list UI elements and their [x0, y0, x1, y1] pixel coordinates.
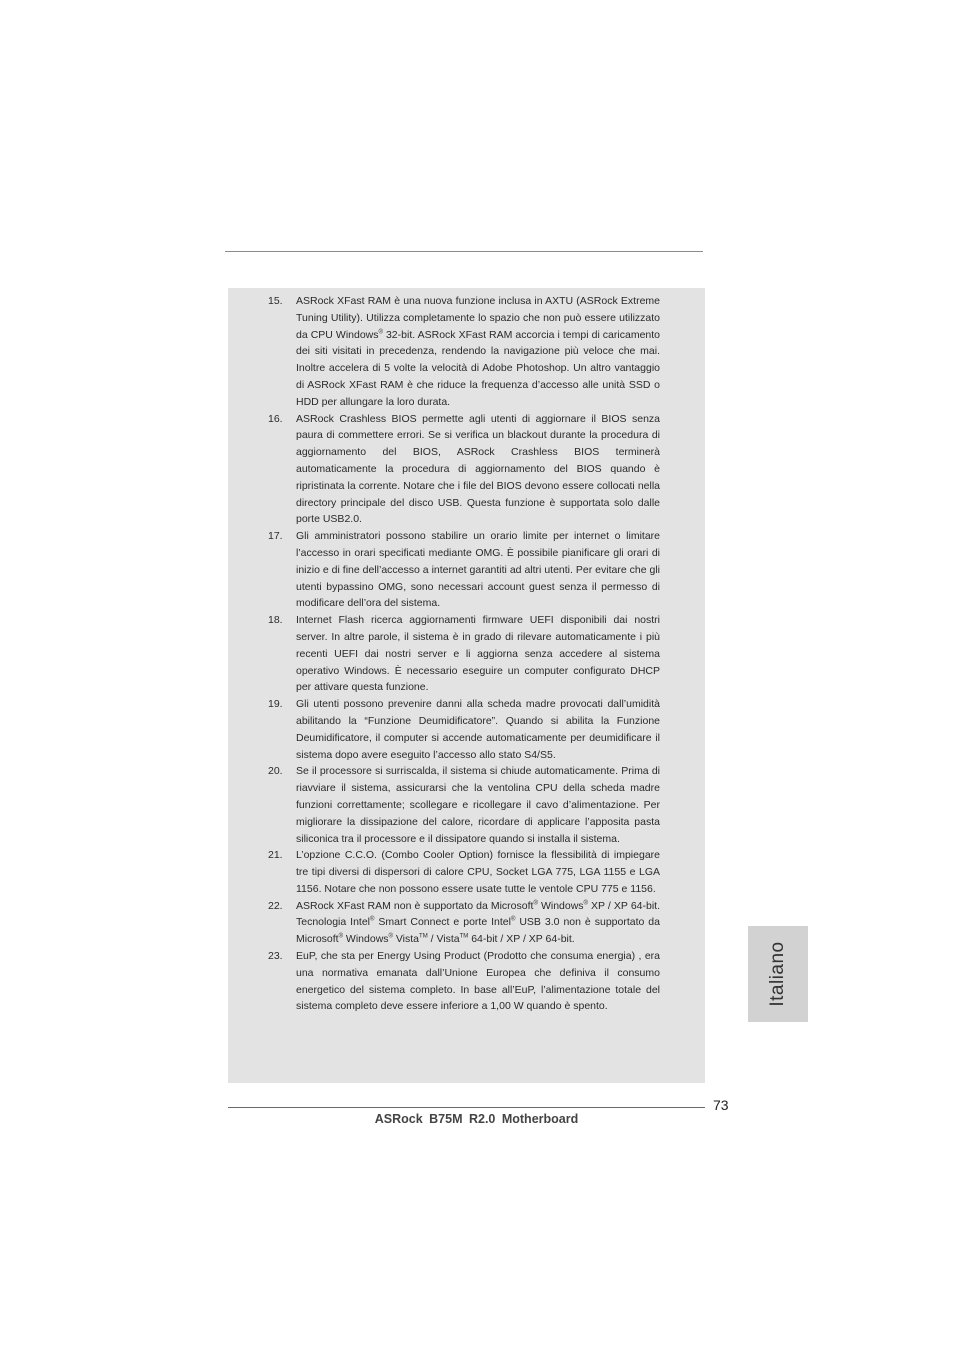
item-number: 18.	[268, 614, 283, 627]
item-number: 15.	[268, 295, 283, 307]
item-text: ASRock XFast RAM non è supportato da Microsoft® Windows® XP / XP 64-bit. Tecnologia Intel® Smart Connect e porte Intel® USB 3.0 non è supportato da Microsoft® Windows® Vista™ / Vista™ 64-bit / XP / XP 64-bit.	[296, 899, 660, 946]
item-text: ASRock XFast RAM è una nuova funzione inclusa in AXTU (ASRock Extreme Tuning Utility). Utilizza completamente lo spazio che non può essere utilizzato da CPU Windows® 32-bit. ASRock XFast RAM accorcia i tempi di caricamento dei siti visitati in precedenza, rendendo la navigazione più veloce che mai. Inoltre accelera di 5 volte la velocità di Adobe Photoshop. Un altro vantaggio di ASRock XFast RAM è che riduce la frequenza d’accesso alle unità SSD o HDD per allungare la loro durata.	[296, 295, 661, 408]
item-text: ASRock Crashless BIOS permette agli utenti di aggiornare il BIOS senza paura di commettere errori. Se si verifica un blackout durante la procedura di aggiornamento del BIOS, ASRock Crashless BIOS terminerà automaticamente la procedura di aggiornamento del BIOS quando è ripristinata la corrente. Notare che i file del BIOS devono essere collocati nella directory principale del disco USB. Questa funzione è supportata solo dalle porte USB2.0.	[296, 412, 660, 526]
list-item	[268, 763, 660, 847]
list-item	[268, 612, 660, 696]
item-text: Internet Flash ricerca aggiornamenti firmware UEFI disponibili dai nostri server. In altre parole, il sistema è in grado di rilevare automaticamente i più recenti UEFI dai nostri server e li aggiorna senza accedere al sistema operativo Windows. È necessario eseguire un computer configurato DHCP per attivare questa funzione.	[296, 614, 660, 694]
item-text: Gli utenti possono prevenire danni alla scheda madre provocati dall’umidità abilitando la “Funzione Deumidificatore”. Quando si abilita la Funzione Deumidificatore, il computer si accende automaticamente per deumidificare il sistema dopo avere eseguito l’accesso allo stato S4/S5.	[296, 698, 660, 761]
item-number: 17.	[268, 530, 283, 543]
item-number: 23.	[268, 950, 283, 963]
item-number: 16.	[268, 412, 283, 425]
language-label: Italiano	[767, 941, 788, 1007]
list-item	[268, 847, 660, 897]
feature-list	[268, 293, 660, 1015]
item-number: 21.	[268, 849, 283, 862]
list-item	[268, 293, 660, 411]
item-number: 20.	[268, 765, 283, 778]
footer-title: ASRock B75M R2.0 Motherboard	[374, 1112, 579, 1126]
page-number: 73	[713, 1097, 729, 1113]
bottom-rule	[228, 1107, 705, 1108]
item-text: Gli amministratori possono stabilire un orario limite per internet o limitare l’accesso in orari specificati mediante OMG. È possibile pianificare gli orari di inizio e di fine dell’accesso a internet garantiti ad altri utenti. Per evitare che gli utenti bypassino OMG, sono necessari account guest senza il permesso di modificare dell’ora del sistema.	[296, 530, 660, 610]
item-number: 19.	[268, 698, 283, 711]
item-text: Se il processore si surriscalda, il sistema si chiude automaticamente. Prima di riavviare il sistema, assicurarsi che la ventolina CPU della scheda madre funzioni correttamente; scollegare e ricollegare il cavo d’alimentazione. Per migliorare la dissipazione del calore, ricordare di applicare l’apposita pasta siliconica tra il processore e il dissipatore quando si installa il sistema.	[296, 765, 660, 845]
item-text: L’opzione C.C.O. (Combo Cooler Option) fornisce la flessibilità di impiegare tre tipi diversi di dispersori di calore CPU, Socket LGA 775, LGA 1155 e LGA 1156. Notare che non possono essere usate tutte le ventole CPU 775 e 1156.	[296, 849, 660, 895]
item-number: 22.	[268, 899, 283, 912]
language-tab	[748, 926, 808, 1022]
list-item	[268, 948, 660, 1015]
item-text: EuP, che sta per Energy Using Product (Prodotto che consuma energia) , era una normativa emanata dall’Unione Europea che definiva il consumo energetico del sistema completo. In base all’EuP, l’alimentazione totale del sistema completo deve essere inferiore a 1,00 W quando è spento.	[296, 950, 660, 1013]
list-item	[268, 898, 660, 948]
list-item	[268, 528, 660, 612]
top-rule	[225, 251, 703, 252]
list-item	[268, 696, 660, 763]
list-item	[268, 411, 660, 529]
